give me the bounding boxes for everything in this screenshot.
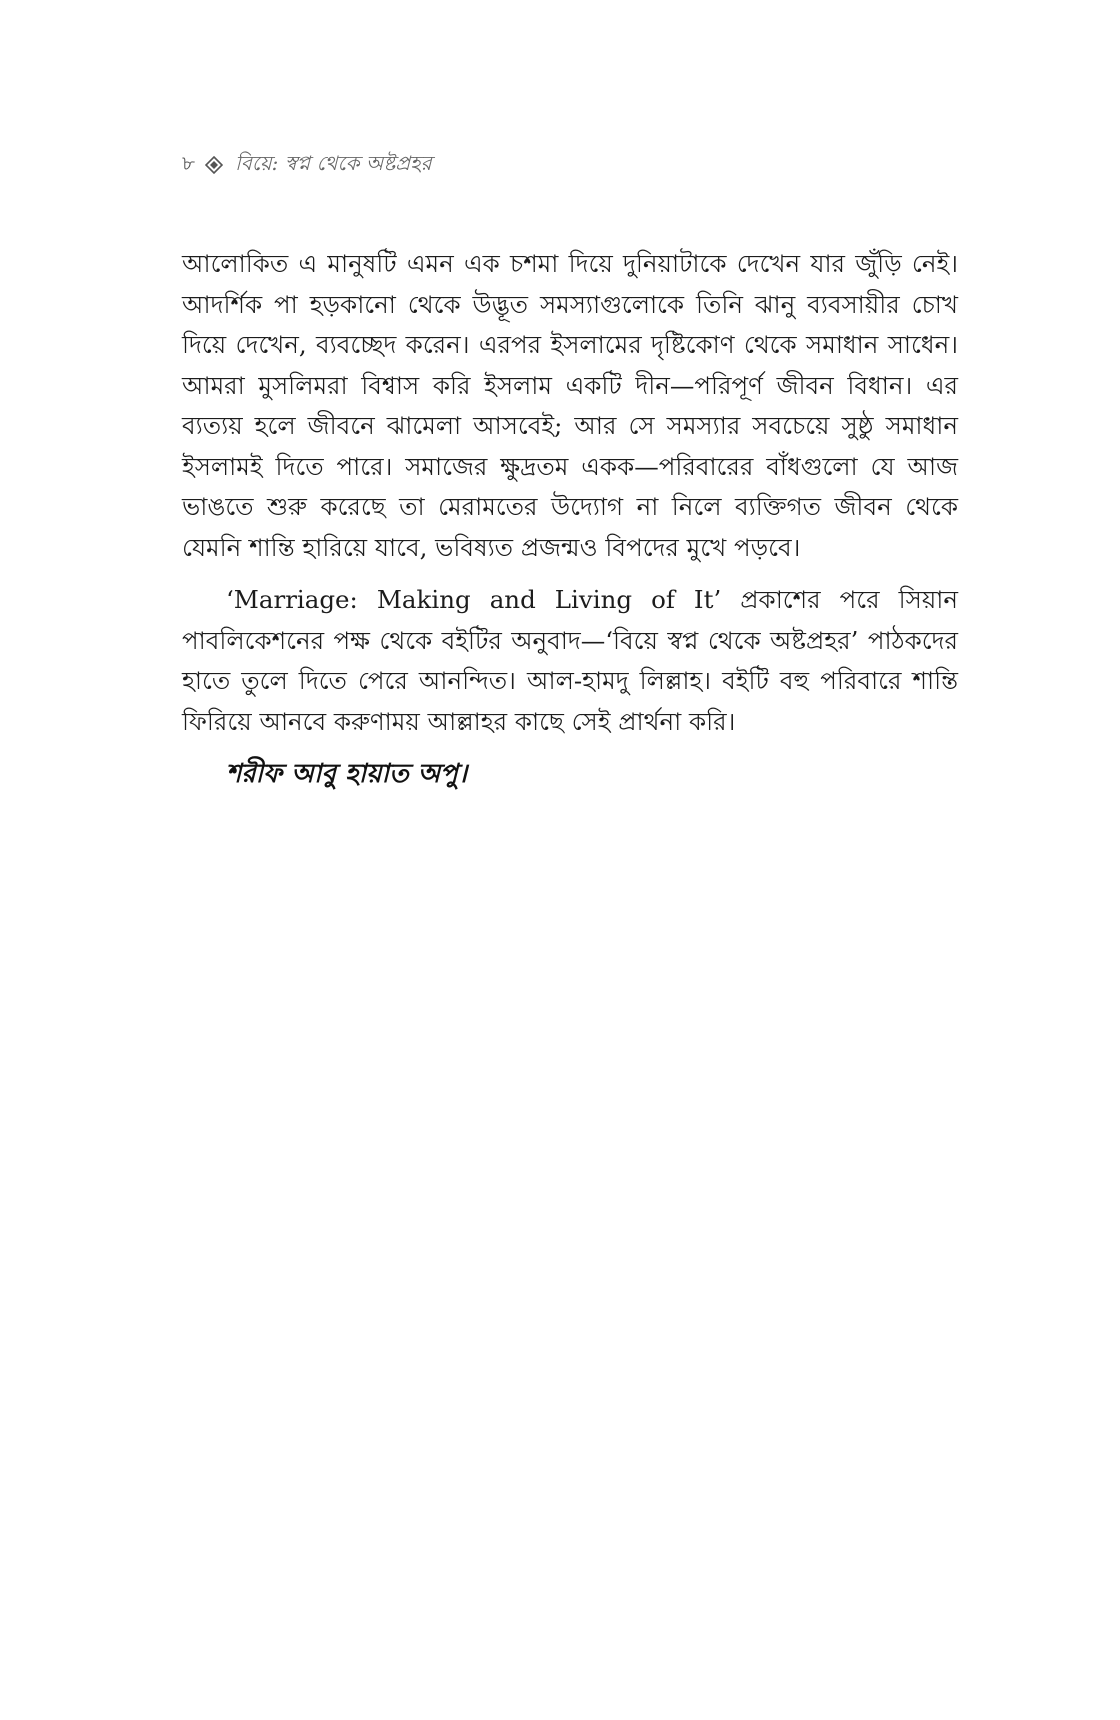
page-number: ৮ [182,150,195,175]
body-text [182,244,958,794]
paragraph-2: ‘Marriage: Making and Living of It’ প্রকাশের পরে সিয়ান পাবলিকেশনের পক্ষ থেকে বইটির অনুবাদ—‘বিয়ে স্বপ্ন থেকে অষ্টপ্রহর’ পাঠকদের হাতে তুলে দিতে পেরে আনন্দিত। আল-হামদু লিল্লাহ। বইটি বহু পরিবারে শান্তি ফিরিয়ে আনবে করুণাময় আল্লাহর কাছে সেই প্রার্থনা করি। [182,585,958,736]
book-title: বিয়ে: স্বপ্ন থেকে অষ্টপ্রহর [234,150,432,175]
paragraph-1: আলোকিত এ মানুষটি এমন এক চশমা দিয়ে দুনিয়াটাকে দেখেন যার জুঁড়ি নেই। আদর্শিক পা হড়কানো থেকে উদ্ভূত সমস্যাগুলোকে তিনি ঝানু ব্যবসায়ীর চোখ দিয়ে দেখেন, ব্যবচ্ছেদ করেন। এরপর ইসলামের দৃষ্টিকোণ থেকে সমাধান সাধেন। আমরা মুসলিমরা বিশ্বাস করি ইসলাম একটি দীন—পরিপূর্ণ জীবন বিধান। এর ব্যত্যয় হলে জীবনে ঝামেলা আসবেই; আর সে সমস্যার সবচেয়ে সুষ্ঠু সমাধান ইসলামই দিতে পারে। সমাজের ক্ষুদ্রতম একক—পরিবারের বাঁধগুলো যে আজ ভাঙতে শুরু করেছে তা মেরামতের উদ্যোগ না নিলে ব্যক্তিগত জীবন থেকে যেমনি শান্তি হারিয়ে যাবে, ভবিষ্যত প্রজন্মও বিপদের মুখে পড়বে। [182,249,958,562]
diamond-icon [205,156,223,174]
running-header [182,150,432,180]
author-signature: শরীফ আবু হায়াত অপু। [226,759,468,789]
